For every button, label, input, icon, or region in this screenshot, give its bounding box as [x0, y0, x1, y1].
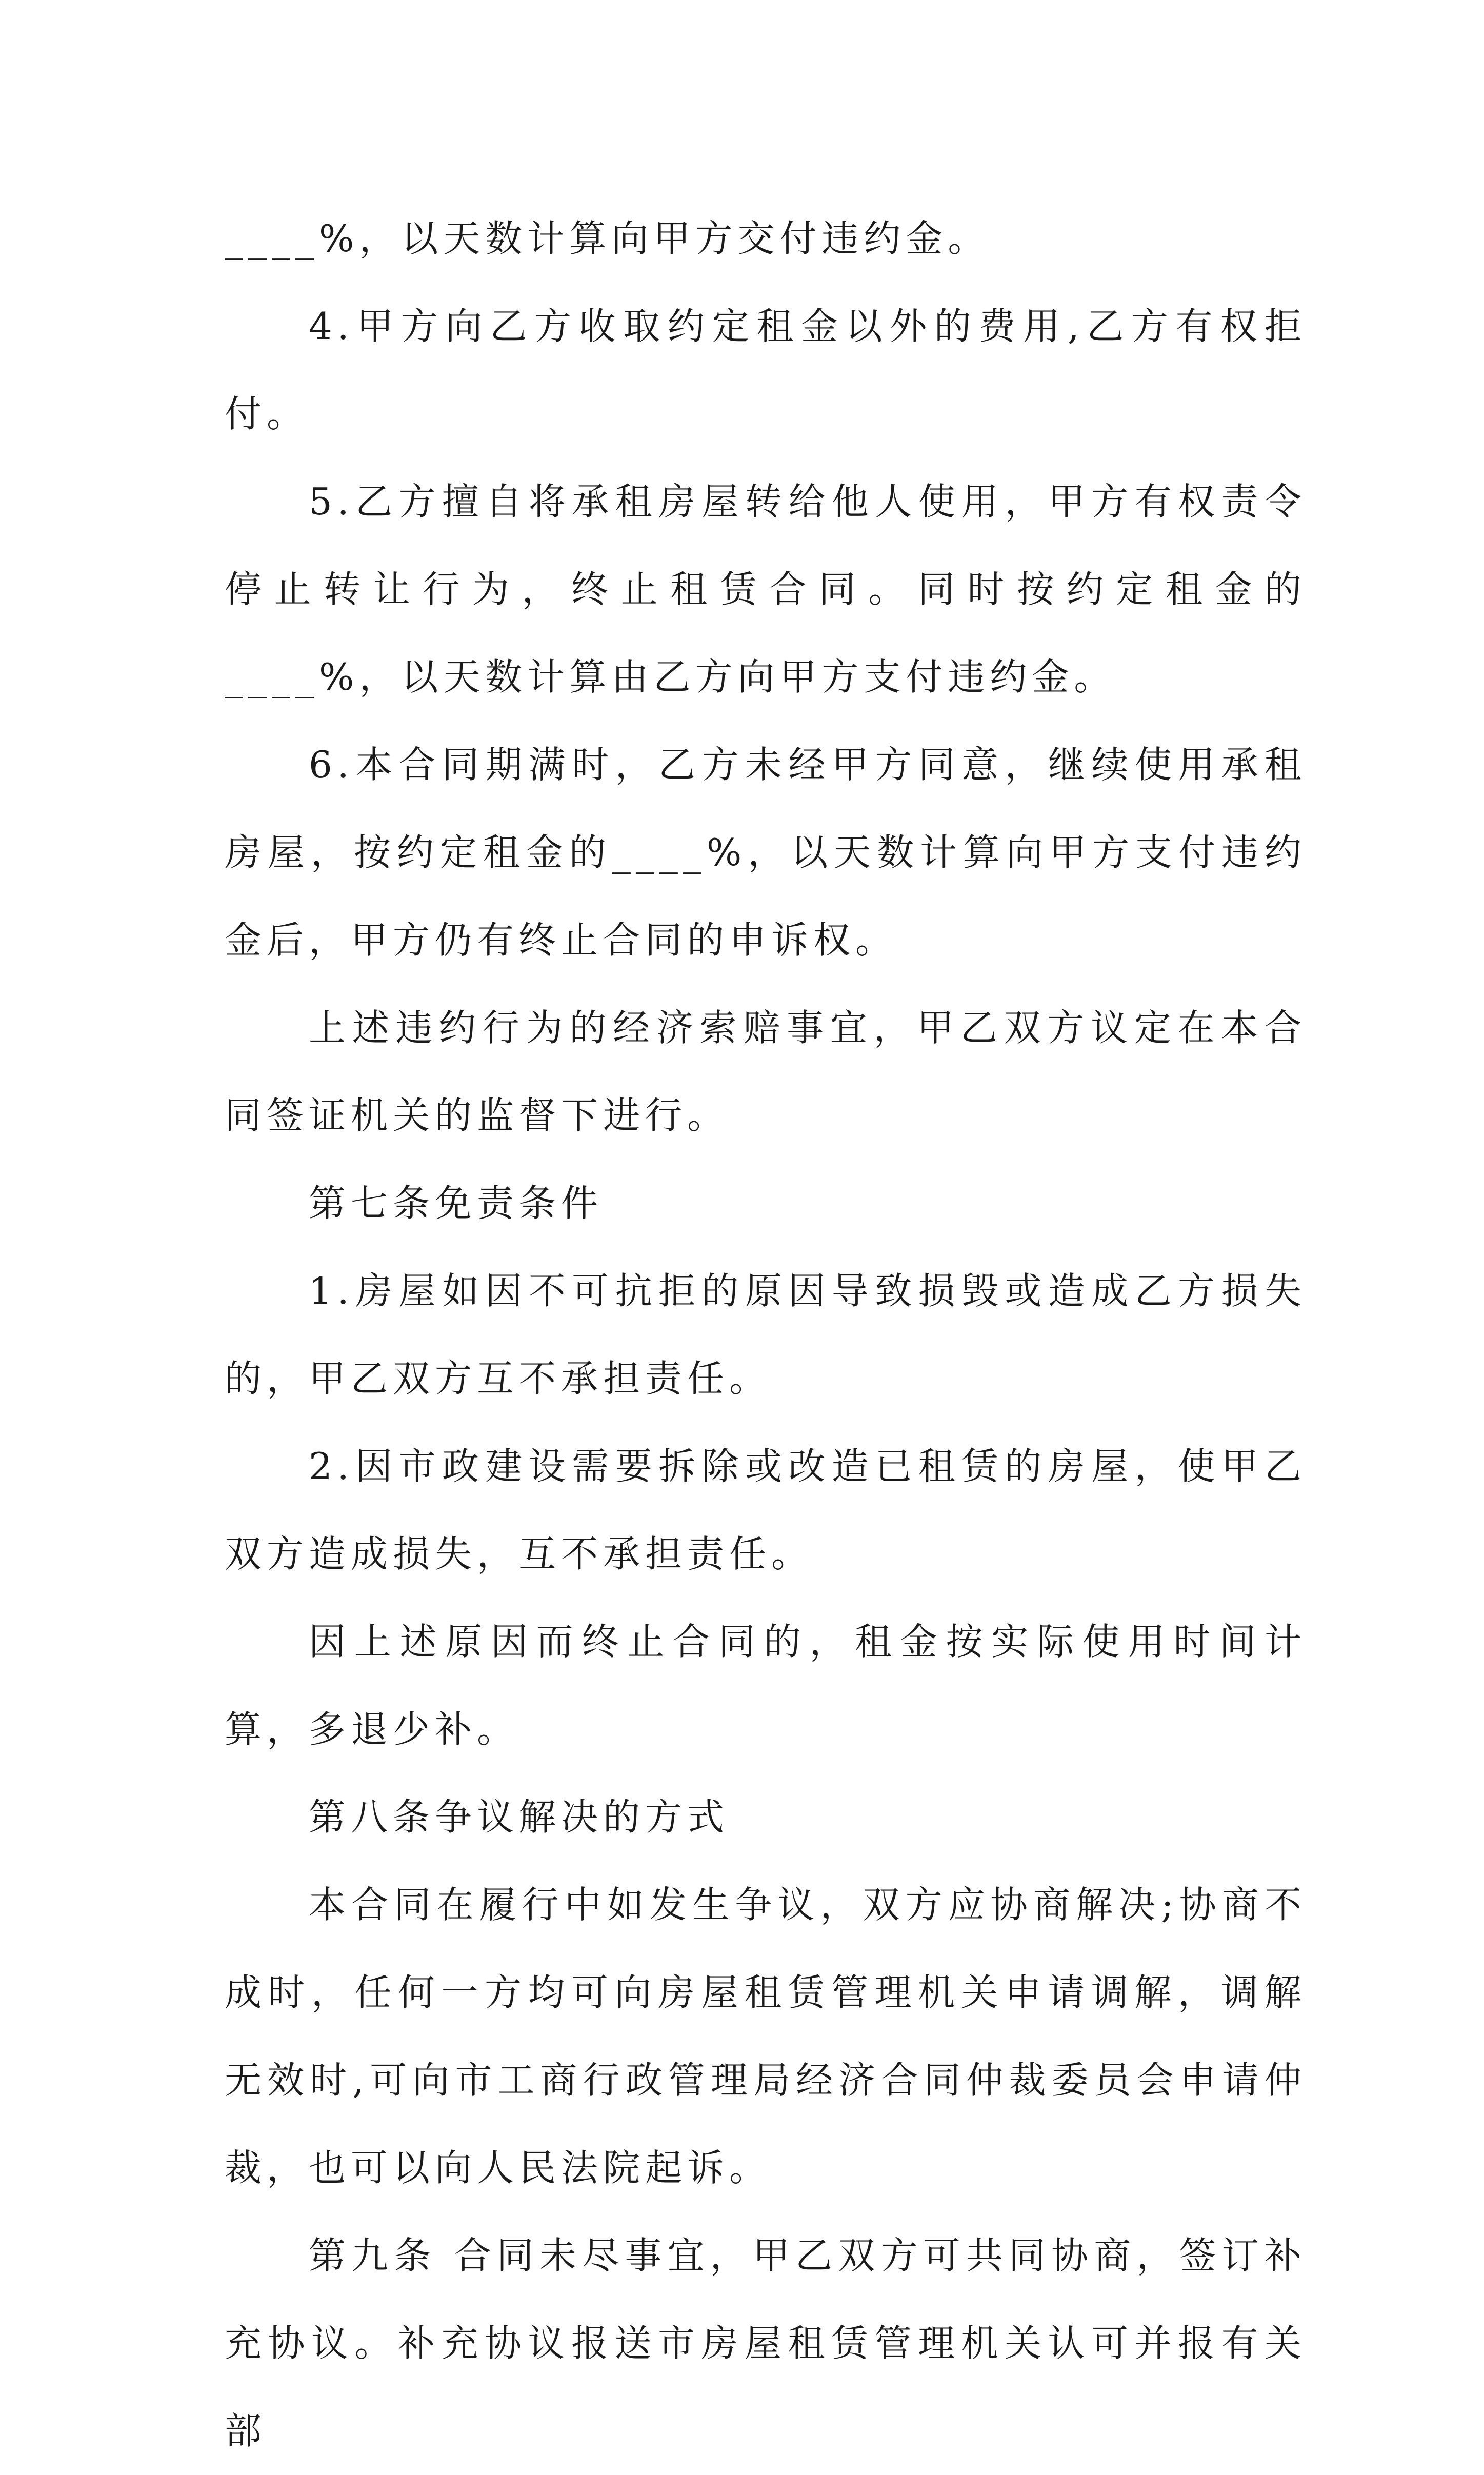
paragraph-exemption-2: 2.因市政建设需要拆除或改造已租赁的房屋，使甲乙双方造成损失，互不承担责任。 [225, 1445, 1307, 1575]
paragraph-exemption-1: 1.房屋如因不可抗拒的原因导致损毁或造成乙方损失的，甲乙双方互不承担责任。 [225, 1269, 1307, 1400]
paragraph-article-9: 第九条 合同未尽事宜，甲乙双方可共同协商，签订补充协议。补充协议报送市房屋租赁管理机关认可并报有关部 [225, 2234, 1307, 2452]
paragraph-rent-settlement: 因上述原因而终止合同的，租金按实际使用时间计算，多退少补。 [225, 1620, 1307, 1751]
section-heading-article-7: 第七条免责条件 [309, 1182, 604, 1225]
paragraph-dispute-resolution: 本合同在履行中如发生争议，双方应协商解决;协商不成时，任何一方均可向房屋租赁管理机关申请调解，调解无效时,可向市工商行政管理局经济合同仲裁委员会申请仲裁，也可以向人民法院起诉。 [225, 1883, 1307, 2189]
contract-text-body [225, 195, 1307, 2475]
paragraph-claims-supervision: 上述违约行为的经济索赔事宜，甲乙双方议定在本合同签证机关的监督下进行。 [225, 1006, 1307, 1137]
paragraph-clause-4: 4.甲方向乙方收取约定租金以外的费用,乙方有权拒付。 [225, 305, 1307, 435]
section-heading-article-8: 第八条争议解决的方式 [309, 1795, 730, 1839]
paragraph-clause-6: 6.本合同期满时，乙方未经甲方同意，继续使用承租房屋，按约定租金的____%，以天数计算向甲方支付违约金后，甲方仍有终止合同的申诉权。 [225, 743, 1307, 962]
paragraph-clause-5: 5.乙方擅自将承租房屋转给他人使用，甲方有权责令停止转让行为，终止租赁合同。同时按约定租金的____%，以天数计算由乙方向甲方支付违约金。 [225, 480, 1307, 698]
paragraph-penalty-continuation: ____%，以天数计算向甲方交付违约金。 [225, 217, 990, 260]
